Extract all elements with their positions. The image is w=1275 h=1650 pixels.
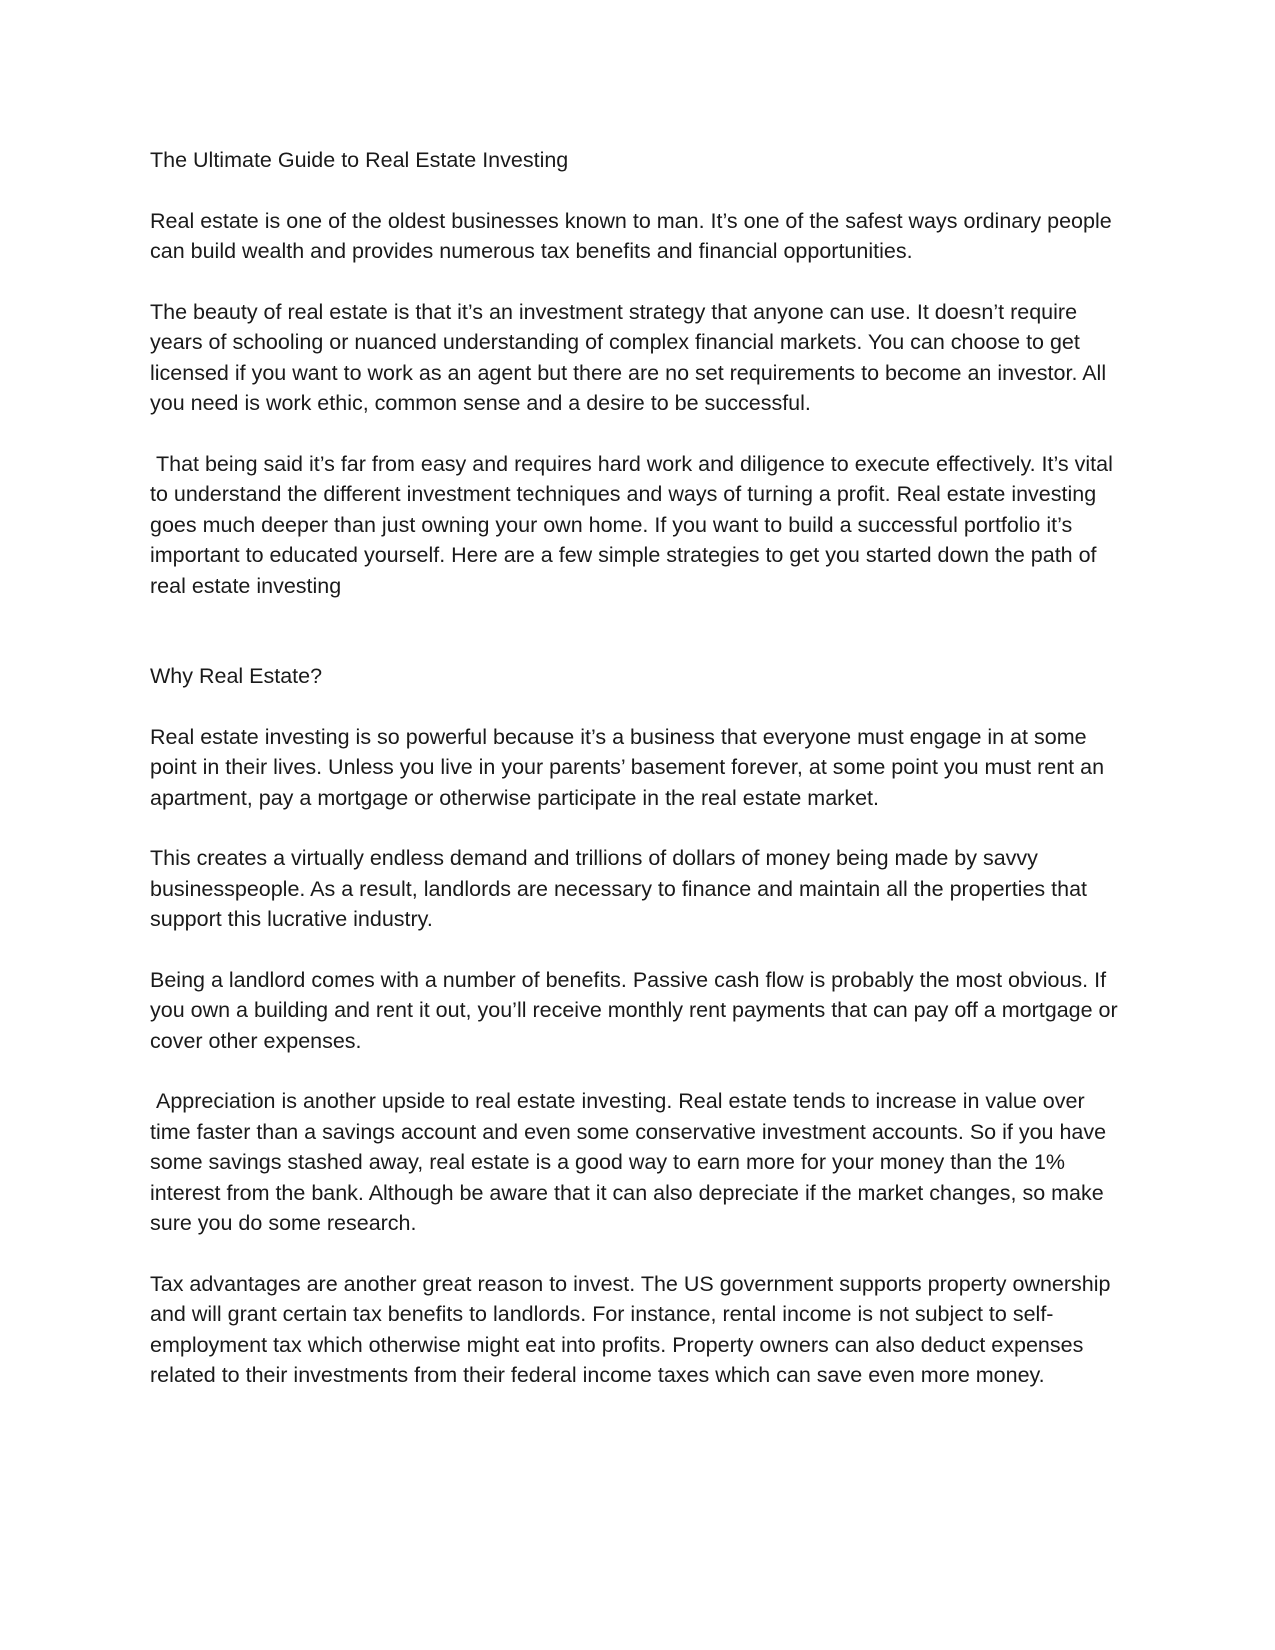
section-paragraph-1: Real estate investing is so powerful because it’s a business that everyone must engage in at some point in their lives. Unless you live in your parents’ basement forever, at some point you must rent an apartment, pay a mortgage or otherwise participate in the real estate market. bbox=[150, 724, 1111, 810]
section-paragraph-5: Tax advantages are another great reason to invest. The US government supports property ownership and will grant certain tax benefits to landlords. For instance, rental income is not subject to self-employment tax which otherwise might eat into profits. Property owners can also deduct expenses related to their investments from their federal income taxes which can save even more money. bbox=[150, 1271, 1117, 1387]
intro-paragraph-2: The beauty of real estate is that it’s an investment strategy that anyone can use. It doesn’t require years of schooling or nuanced understanding of complex financial markets. You can choose to get licensed if you want to work as an agent but there are no set requirements to become an investor. All you need is work ethic, common sense and a desire to be successful. bbox=[150, 299, 1113, 415]
document-title: The Ultimate Guide to Real Estate Investing bbox=[150, 148, 569, 172]
document-body bbox=[150, 145, 1125, 1421]
section-heading: Why Real Estate? bbox=[150, 664, 323, 688]
section-paragraph-3: Being a landlord comes with a number of benefits. Passive cash flow is probably the most obvious. If you own a building and rent it out, you’ll receive monthly rent payments that can pay off a mortgage or cover other expenses. bbox=[150, 967, 1124, 1053]
intro-paragraph-1: Real estate is one of the oldest businesses known to man. It’s one of the safest ways ordinary people can build wealth and provides numerous tax benefits and financial opportunities. bbox=[150, 208, 1118, 263]
section-paragraph-4: Appreciation is another upside to real estate investing. Real estate tends to increase in value over time faster than a savings account and even some conservative investment accounts. So if you have some savings stashed away, real estate is a good way to earn more for your money than the 1% interest from the bank. Although be aware that it can also depreciate if the market changes, so make sure you do some research. bbox=[150, 1089, 1113, 1235]
intro-paragraph-3: That being said it’s far from easy and requires hard work and diligence to execute effectively. It’s vital to understand the different investment techniques and ways of turning a profit. Real estate investing goes much deeper than just owning your own home. If you want to build a successful portfolio it’s important to educated yourself. Here are a few simple strategies to get you started down the path of real estate investing bbox=[150, 451, 1119, 598]
section-paragraph-2: This creates a virtually endless demand and trillions of dollars of money being made by savvy businesspeople. As a result, landlords are necessary to finance and maintain all the properties that support this lucrative industry. bbox=[150, 846, 1093, 931]
